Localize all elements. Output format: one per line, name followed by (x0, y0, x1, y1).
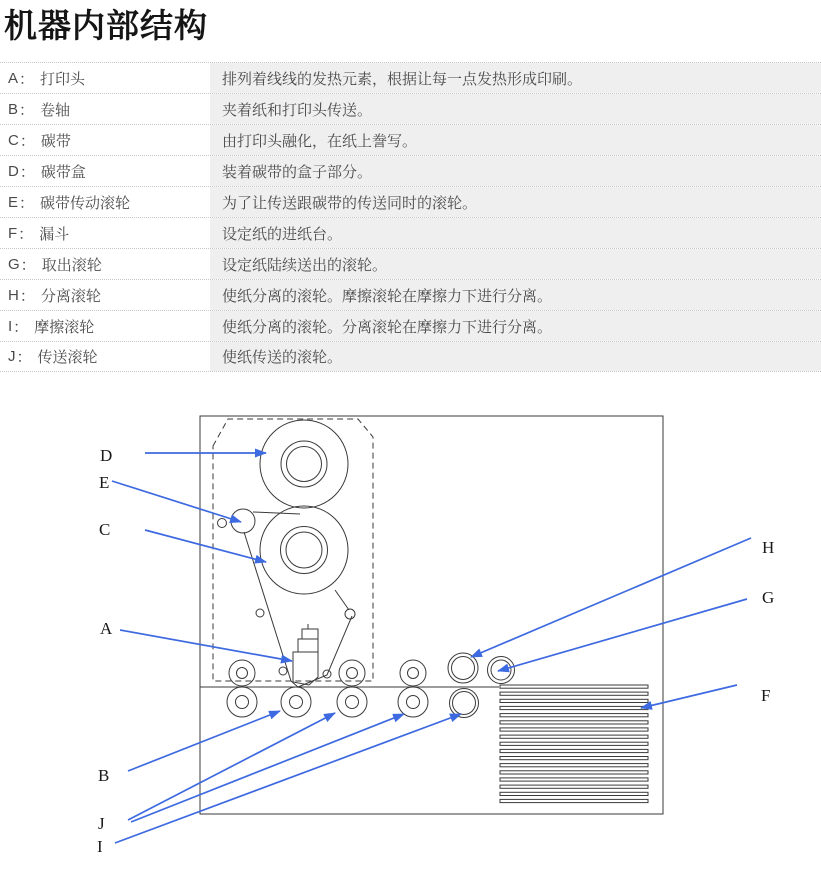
part-desc: 夹着纸和打印头传送。 (210, 94, 821, 124)
upper-roller (400, 660, 426, 686)
print-head (293, 624, 318, 685)
platen-roller (227, 687, 257, 717)
part-separator: ： (19, 163, 35, 181)
page-title: 机器内部结构 (4, 7, 208, 44)
table-row (0, 341, 821, 372)
diagram-label-i: I (97, 837, 103, 856)
part-key: E (8, 193, 19, 211)
arrow-c (145, 530, 266, 562)
diagram-label-e: E (99, 473, 110, 492)
part-separator: ： (19, 132, 35, 150)
part-key: J (8, 348, 16, 365)
ribbon-takeup-roll (260, 420, 348, 508)
parts-legend-table (0, 62, 821, 372)
part-name: 碳带 (40, 132, 71, 150)
part-desc: 设定纸陆续送出的滚轮。 (210, 249, 821, 279)
friction-roller (450, 689, 479, 718)
transport-roller (337, 687, 367, 717)
table-row (0, 124, 821, 155)
part-label (0, 249, 210, 279)
part-name: 卷轴 (40, 101, 71, 119)
part-name: 打印头 (40, 70, 86, 88)
part-desc: 使纸分离的滚轮。摩擦滚轮在摩擦力下进行分离。 (210, 280, 821, 310)
platen-roller (281, 687, 311, 717)
table-row (0, 62, 821, 93)
diagram-label-j: J (98, 814, 105, 833)
table-row (0, 186, 821, 217)
part-separator: ： (19, 70, 35, 88)
part-separator: ： (13, 318, 29, 336)
diagram-label-f: F (761, 686, 771, 705)
diagram-label-d: D (100, 446, 113, 465)
part-key: C (8, 131, 19, 149)
paper-stack (500, 685, 648, 803)
arrow-g (498, 599, 747, 671)
part-separator: ： (19, 287, 35, 305)
part-label (0, 218, 210, 248)
ribbon-supply-roll (260, 506, 348, 594)
machine-internal-diagram (0, 384, 821, 884)
arrow-f (641, 685, 737, 708)
part-desc: 由打印头融化，在纸上誊写。 (210, 125, 821, 155)
ribbon-guide (256, 609, 264, 617)
part-desc: 装着碳带的盒子部分。 (210, 156, 821, 186)
part-label (0, 63, 210, 93)
arrow-j1 (128, 713, 335, 820)
ribbon-cassette-outline (213, 419, 373, 681)
diagram-label-b: B (98, 766, 110, 785)
diagram-label-a: A (100, 619, 113, 638)
part-key: F (8, 224, 18, 242)
arrow-b (128, 711, 280, 771)
manual-page (0, 6, 821, 884)
table-row (0, 217, 821, 248)
table-row (0, 279, 821, 310)
part-separator: ： (16, 349, 32, 366)
part-separator: ： (20, 256, 36, 274)
part-separator: ： (18, 225, 34, 243)
part-desc: 为了让传送跟碳带的传送同时的滚轮。 (210, 187, 821, 217)
diagram-label-g: G (762, 588, 775, 607)
machine-body-outline (200, 416, 663, 814)
table-row (0, 248, 821, 279)
ribbon-guide (279, 667, 287, 675)
part-key: H (8, 286, 19, 304)
part-name: 传送滚轮 (37, 349, 98, 366)
table-row (0, 93, 821, 124)
part-name: 取出滚轮 (41, 256, 102, 274)
arrow-e (112, 481, 241, 522)
table-row (0, 310, 821, 341)
part-name: 摩擦滚轮 (34, 318, 95, 336)
part-label (0, 94, 210, 124)
separation-roller (448, 653, 478, 683)
part-separator: ： (19, 101, 35, 119)
part-name: 碳带盒 (40, 163, 86, 181)
part-label (0, 125, 210, 155)
diagram-label-c: C (99, 520, 111, 539)
part-key: I (8, 317, 13, 335)
part-key: G (8, 255, 20, 273)
part-label (0, 311, 210, 341)
part-label (0, 156, 210, 186)
part-desc: 排列着线线的发热元素，根据让每一点发热形成印刷。 (210, 63, 821, 93)
part-label (0, 342, 210, 371)
leader-arrows (112, 453, 751, 843)
cassette-pin (218, 519, 227, 528)
arrow-i (115, 714, 461, 843)
ribbon-path (335, 590, 349, 610)
part-name: 碳带传动滚轮 (40, 194, 131, 212)
diagram-label-h: H (762, 538, 775, 557)
part-key: D (8, 162, 19, 180)
ribbon-path (253, 512, 300, 514)
part-name: 漏斗 (39, 225, 70, 243)
arrow-a (120, 630, 292, 661)
ribbon-guide (345, 609, 355, 619)
part-label (0, 280, 210, 310)
upper-roller (339, 660, 365, 686)
transport-roller (398, 687, 428, 717)
ribbon-drive-roller (231, 509, 255, 533)
part-key: A (8, 69, 19, 87)
upper-roller (229, 660, 255, 686)
part-name: 分离滚轮 (40, 287, 101, 305)
part-desc: 设定纸的进纸台。 (210, 218, 821, 248)
arrow-j2 (131, 714, 404, 822)
part-desc: 使纸传送的滚轮。 (210, 342, 821, 371)
part-separator: ： (19, 194, 35, 212)
table-row (0, 155, 821, 186)
part-desc: 使纸分离的滚轮。分离滚轮在摩擦力下进行分离。 (210, 311, 821, 341)
part-label (0, 187, 210, 217)
part-key: B (8, 100, 19, 118)
